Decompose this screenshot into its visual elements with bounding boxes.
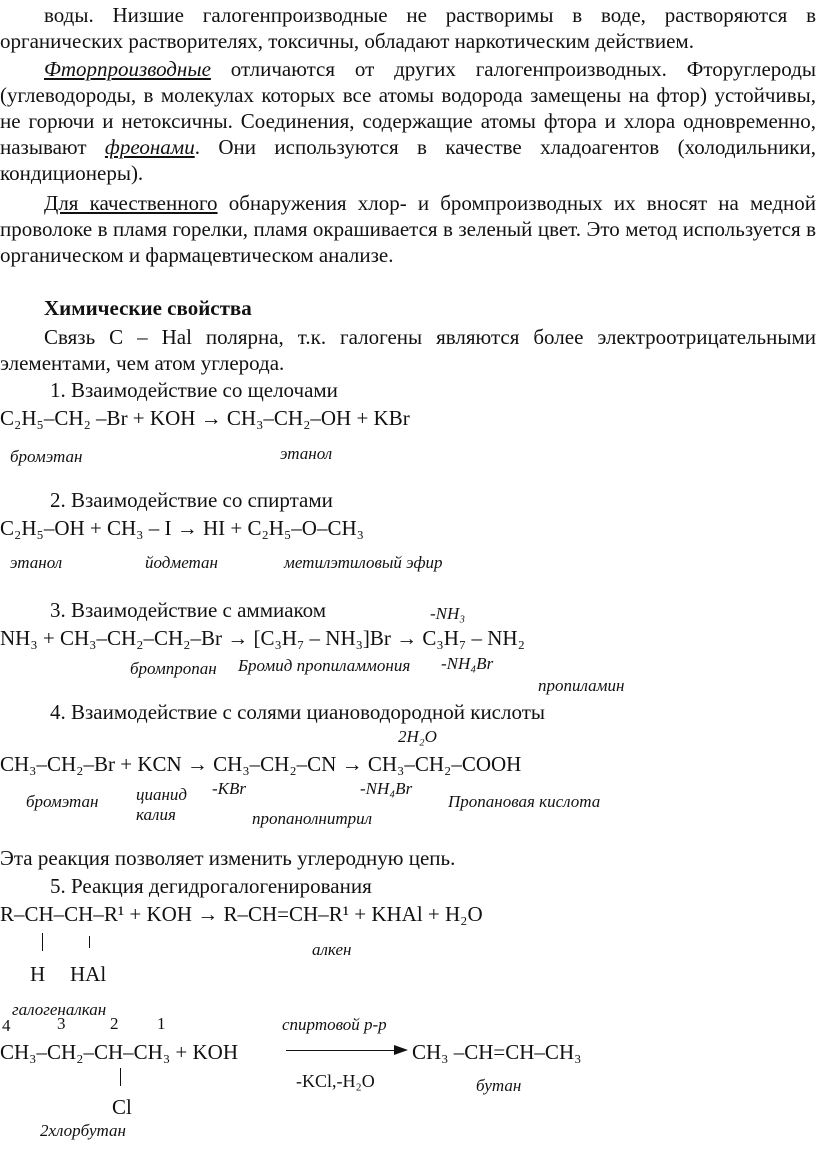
reaction-2-label-iodomethane: йодметан bbox=[145, 553, 218, 572]
reaction-4-label-cyanide: цианид bbox=[136, 785, 188, 804]
reaction-3-minus-nh4br: -NH₄Br bbox=[441, 654, 494, 673]
reaction-2-equation: C₂H₅–OH + CH₃ – I → HI + C₂H₅–O–CH₃ bbox=[0, 516, 364, 540]
reaction-3-label-propylamine: пропиламин bbox=[538, 676, 625, 695]
chain-sentence: Эта реакция позволяет изменить углеродную цепь. bbox=[0, 846, 456, 870]
reaction-5b-left: CH₃–CH₂–CH–CH₃ + KOH bbox=[0, 1040, 238, 1064]
condition-top: спиртовой р-р bbox=[282, 1015, 387, 1034]
reaction-5-title: 5. Реакция дегидрогалогенирования bbox=[50, 874, 372, 898]
reaction-3-title: 3. Взаимодействие с аммиаком bbox=[50, 598, 327, 622]
carbon-number-2: 2 bbox=[110, 1014, 119, 1033]
label-haloalkane: галогеналкан bbox=[12, 1000, 107, 1019]
label-butene: бутан bbox=[476, 1076, 522, 1095]
bond-line-h bbox=[42, 933, 43, 951]
label-chlorobutane: 2хлорбутан bbox=[40, 1121, 126, 1140]
reaction-4-label-acid: Пропановая кислота bbox=[448, 792, 601, 811]
reaction-3-label-salt: Бромид пропиламмония bbox=[238, 656, 411, 675]
condition-bottom: -KCl,-H₂O bbox=[296, 1071, 375, 1091]
section-heading: Химические свойства bbox=[44, 296, 252, 320]
reaction-1-label-ethanol: этанол bbox=[280, 444, 333, 463]
carbon-number-3: 3 bbox=[57, 1014, 66, 1033]
freon-term: фреонами bbox=[104, 135, 195, 159]
reaction-arrow-head bbox=[394, 1045, 408, 1055]
reaction-arrow-line bbox=[286, 1050, 396, 1051]
fluoro-term: Фторпроизводные bbox=[44, 57, 211, 81]
label-alkene: алкен bbox=[312, 940, 352, 959]
reaction-5b-right: CH₃ –CH=CH–CH₃ bbox=[412, 1040, 582, 1064]
substituent-cl: Cl bbox=[112, 1095, 132, 1119]
reaction-4-label-bromoethane: бромэтан bbox=[26, 792, 99, 811]
bond-line-hal bbox=[89, 936, 90, 948]
bond-line-cl bbox=[120, 1068, 121, 1086]
carbon-number-1: 1 bbox=[157, 1014, 166, 1033]
reaction-4-water: 2H₂O bbox=[398, 727, 437, 746]
reaction-4-minus-nh4br: -NH₄Br bbox=[360, 779, 413, 798]
reaction-2-title: 2. Взаимодействие со спиртами bbox=[50, 488, 333, 512]
reaction-3-equation: NH₃ + CH₃–CH₂–CH₂–Br → [C₃H₇ – NH₃]Br → C₃H₇ – NH₂ bbox=[0, 626, 525, 650]
reaction-1-title: 1. Взаимодействие со щелочами bbox=[50, 378, 338, 402]
reaction-2-label-ether: метилэтиловый эфир bbox=[284, 553, 443, 572]
reaction-3-minus-nh3: -NH₃ bbox=[430, 604, 466, 623]
reaction-2-label-ethanol: этанол bbox=[10, 553, 63, 572]
bond-paragraph: Связь C – Hal полярна, т.к. галогены являются более электроотрицательными элементами, чем атом углерода. bbox=[0, 325, 816, 375]
reaction-4-label-nitrile: пропанолнитрил bbox=[252, 809, 373, 828]
reaction-5-equation: R–CH–CH–R¹ + KOH → R–CH=CH–R¹ + KHAl + H₂O bbox=[0, 902, 483, 926]
reaction-1-label-bromoethane: бромэтан bbox=[10, 447, 83, 466]
reaction-4-title: 4. Взаимодействие с солями циановодородной кислоты bbox=[50, 700, 545, 724]
intro-paragraph: воды. Низшие галогенпроизводные не растворимы в воде, растворяются в органических растворителях, токсичны, обладают наркотическим действием. bbox=[0, 3, 816, 53]
fluoro-paragraph: Фторпроизводные отличаются от других галогенпроизводных. Фторуглероды (углеводороды, в молекулах которых все атомы водорода замещены на фтор) устойчивы, не горючи и нетоксичны. Соединения, содержащие атомы фтора и хлора одновременно, называют фреонами. Они используются в качестве хладоагентов (холодильники, кондиционеры). bbox=[0, 57, 816, 185]
reaction-4-label-potassium: калия bbox=[136, 805, 176, 824]
substituent-h: H bbox=[30, 962, 46, 986]
reaction-1-equation: C₂H₅–CH₂ –Br + KOH → CH₃–CH₂–OH + KBr bbox=[0, 406, 410, 430]
reaction-4-equation: CH₃–CH₂–Br + KCN → CH₃–CH₂–CN → CH₃–CH₂–COOH bbox=[0, 752, 522, 776]
reaction-3-label-bromopropane: бромпропан bbox=[130, 659, 217, 678]
substituent-hal: HAl bbox=[70, 962, 107, 986]
quality-paragraph: Для качественного обнаружения хлор- и бромпроизводных их вносят на медной проволоке в пламя горелки, пламя окрашивается в зеленый цвет. Это метод используется в органическом и фармацевтическом анализе. bbox=[0, 191, 816, 267]
reaction-4-minus-kbr: -KBr bbox=[212, 779, 246, 798]
quality-term: Для качественного bbox=[44, 191, 218, 215]
carbon-number-4: 4 bbox=[2, 1016, 11, 1035]
